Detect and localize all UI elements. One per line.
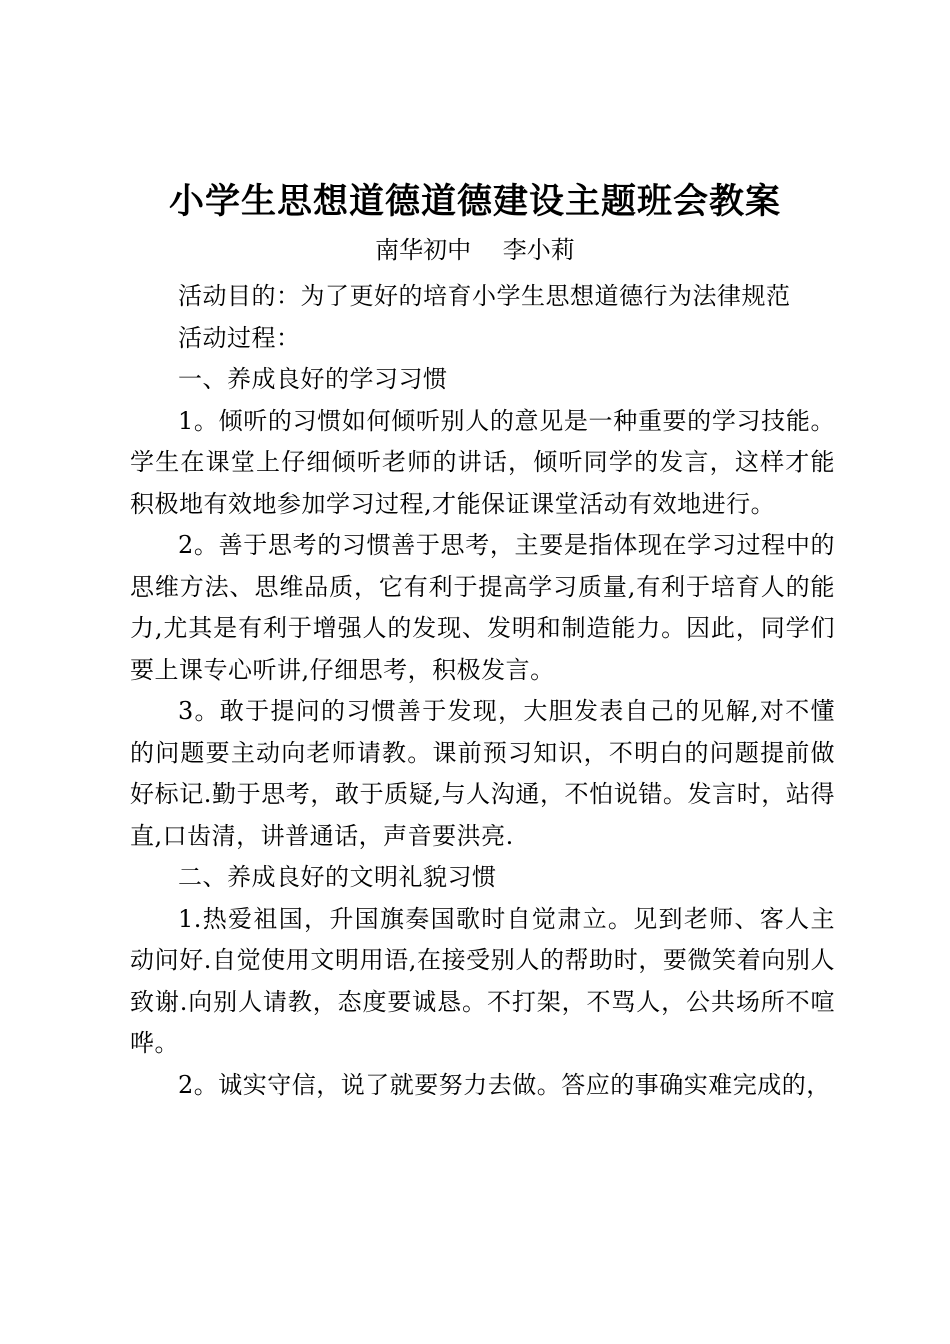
process-label: 活动过程：: [178, 323, 301, 352]
section-heading: 一、养成良好的学习习惯: [178, 365, 448, 393]
paragraph: 2。诚实守信，说了就要努力去做。答应的事确实难完成的，: [178, 1070, 831, 1099]
paragraph: 1。倾听的习惯如何倾听别人的意见是一种重要的学习技能。学生在课堂上仔细倾听老师的讲话，倾听同学的发言，这样才能积极地有效地参加学习过程,才能保证课堂活动有效地进行。: [130, 406, 835, 518]
purpose-line: [130, 276, 835, 318]
document-title: 小学生思想道德道德建设主题班会教案: [168, 181, 781, 222]
document-body: [130, 276, 835, 1106]
purpose-text: 为了更好的培育小学生思想道德行为法律规范: [300, 282, 791, 310]
paragraph: 2。善于思考的习惯善于思考，主要是指体现在学习过程中的思维方法、思维品质，它有利于提高学习质量,有利于培育人的能力,尤其是有利于增强人的发现、发明和制造能力。因此，同学们要上课专心听讲,仔细思考，积极发言。: [130, 531, 835, 684]
section-heading: 二、养成良好的文明礼貌习惯: [178, 863, 497, 891]
author-line: 南华初中 李小莉: [375, 236, 575, 264]
paragraph: 1.热爱祖国，升国旗奏国歌时自觉肃立。见到老师、客人主动问好.自觉使用文明用语,在接受别人的帮助时，要微笑着向别人致谢.向别人请教，态度要诚恳。不打架，不骂人，公共场所不喧哗。: [130, 904, 835, 1057]
paragraph: 3。敢于提问的习惯善于发现，大胆发表自己的见解,对不懂的问题要主动向老师请教。课前预习知识，不明白的问题提前做好标记.勤于思考，敢于质疑,与人沟通，不怕说错。发言时，站得直,口齿清，讲普通话，声音要洪亮.: [130, 697, 835, 850]
purpose-label: 活动目的：: [178, 282, 301, 310]
